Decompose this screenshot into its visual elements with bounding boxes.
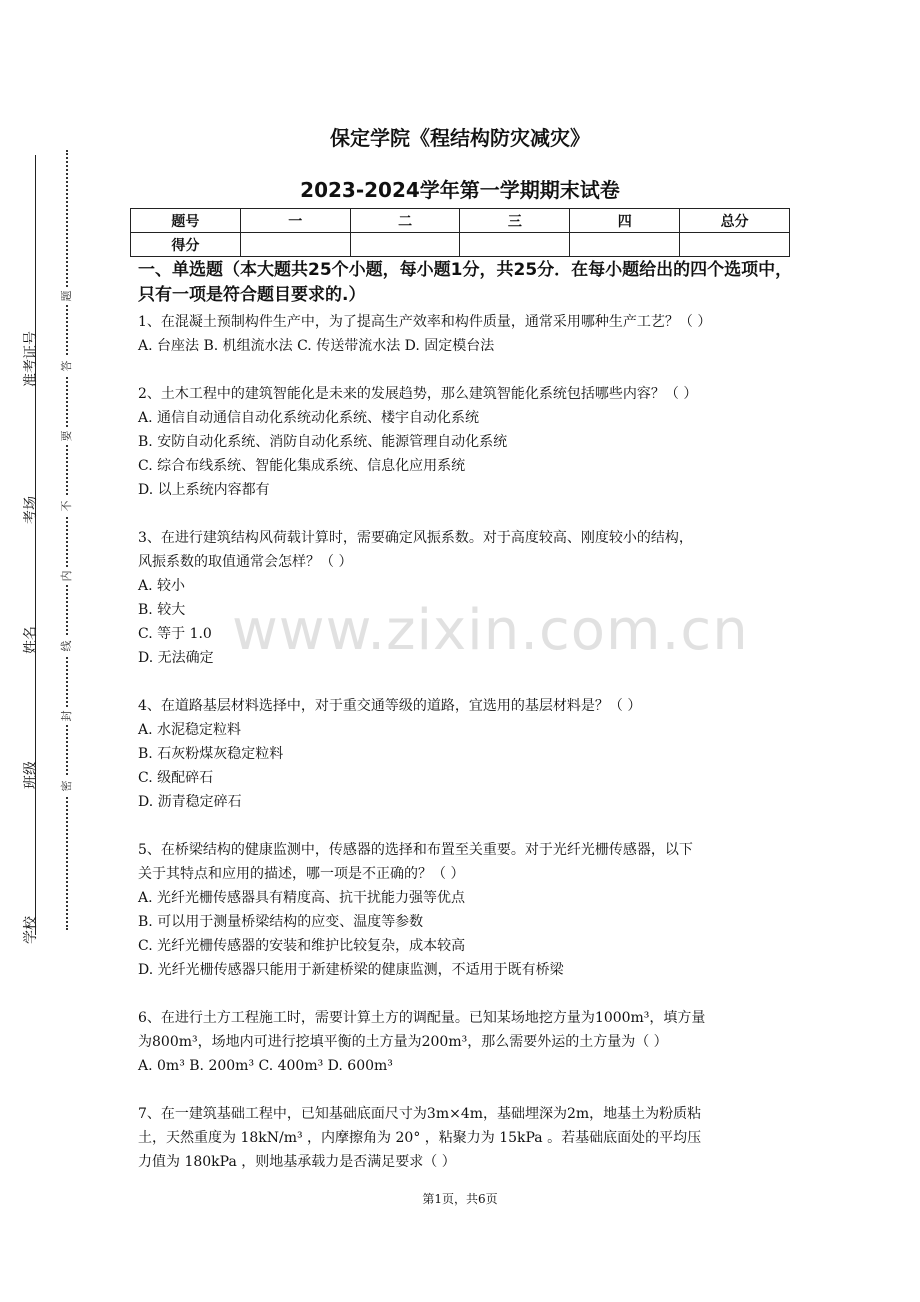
option-d: D. 光纤光栅传感器只能用于新建桥梁的健康监测，不适用于既有桥梁 bbox=[138, 962, 564, 978]
question-stem: 风振系数的取值通常会怎样？（ ） bbox=[138, 554, 353, 570]
binding-label-class: 班级 bbox=[23, 761, 39, 789]
score-input-cell bbox=[460, 233, 570, 257]
exam-content bbox=[138, 258, 793, 1198]
question-stem: 4、在道路基层材料选择中，对于重交通等级的道路，宜选用的基层材料是？（ ） bbox=[138, 698, 642, 714]
exam-title: 保定学院《程结构防灾减灾》 bbox=[330, 126, 590, 150]
option-b: B. 较大 bbox=[138, 602, 186, 618]
question-stem: 力值为 180kPa ，则地基承载力是否满足要求（ ） bbox=[138, 1154, 456, 1170]
seal-char: 封 bbox=[58, 707, 74, 725]
binding-rule bbox=[35, 155, 36, 935]
question-stem: 土，天然重度为 18kN/m³ ，内摩擦角为 20° ，粘聚力为 15kPa 。若基础底面处的平均压 bbox=[138, 1130, 702, 1146]
score-cell: 三 bbox=[460, 209, 570, 233]
score-cell: 得分 bbox=[131, 233, 241, 257]
question-6 bbox=[138, 1006, 793, 1078]
question-stem: 6、在进行土方工程施工时，需要计算土方的调配量。已知某场地挖方量为1000m³，填方量 bbox=[138, 1010, 706, 1026]
question-5 bbox=[138, 838, 793, 982]
option-d: D. 无法确定 bbox=[138, 650, 214, 666]
watermark: www.zixin.com.cn bbox=[232, 598, 749, 663]
question-2 bbox=[138, 382, 793, 502]
seal-char: 题 bbox=[58, 287, 74, 305]
binding-label-name: 姓名 bbox=[23, 626, 39, 654]
question-options: A. 台座法 B. 机组流水法 C. 传送带流水法 D. 固定模台法 bbox=[138, 338, 495, 354]
seal-char: 不 bbox=[58, 497, 74, 515]
question-stem: 7、在一建筑基础工程中，已知基础底面尺寸为3m×4m，基础埋深为2m，地基土为粉质粘 bbox=[138, 1106, 702, 1122]
binding-label-exam-room: 考场 bbox=[23, 496, 39, 524]
score-cell: 总分 bbox=[680, 209, 790, 233]
question-stem: 为800m³，场地内可进行挖填平衡的土方量为200m³，那么需要外运的土方量为（ ） bbox=[138, 1034, 668, 1050]
question-3 bbox=[138, 526, 793, 670]
question-4 bbox=[138, 694, 793, 814]
option-d: D. 以上系统内容都有 bbox=[138, 482, 270, 498]
score-table bbox=[130, 208, 790, 257]
option-c: C. 等于 1.0 bbox=[138, 626, 212, 642]
question-stem: 2、土木工程中的建筑智能化是未来的发展趋势，那么建筑智能化系统包括哪些内容？（ ） bbox=[138, 386, 698, 402]
exam-subtitle: 2023-2024学年第一学期期末试卷 bbox=[300, 178, 620, 202]
section-heading: 一、单选题（本大题共25个小题，每小题1分，共25分．在每小题给出的四个选项中，只有一项是符合题目要求的.） bbox=[138, 260, 793, 305]
option-d: D. 沥青稳定碎石 bbox=[138, 794, 242, 810]
binding-label-ticket-number: 准考证号 bbox=[23, 331, 39, 387]
score-cell: 一 bbox=[240, 209, 350, 233]
question-7 bbox=[138, 1102, 793, 1174]
seal-char: 内 bbox=[58, 567, 74, 585]
seal-char: 要 bbox=[58, 427, 74, 445]
option-a: A. 光纤光栅传感器具有精度高、抗干扰能力强等优点 bbox=[138, 890, 466, 906]
option-b: B. 安防自动化系统、消防自动化系统、能源管理自动化系统 bbox=[138, 434, 508, 450]
question-stem: 3、在进行建筑结构风荷载计算时，需要确定风振系数。对于高度较高、刚度较小的结构， bbox=[138, 530, 693, 546]
page-footer: 第1页，共6页 bbox=[422, 1192, 498, 1206]
score-cell: 题号 bbox=[131, 209, 241, 233]
score-input-cell bbox=[680, 233, 790, 257]
option-a: A. 通信自动通信自动化系统动化系统、楼宇自动化系统 bbox=[138, 410, 480, 426]
question-stem: 1、在混凝土预制构件生产中，为了提高生产效率和构件质量，通常采用哪种生产工艺？（ ） bbox=[138, 314, 712, 330]
score-cell: 四 bbox=[570, 209, 680, 233]
option-b: B. 石灰粉煤灰稳定粒料 bbox=[138, 746, 284, 762]
score-cell: 二 bbox=[350, 209, 460, 233]
binding-label-school: 学校 bbox=[23, 916, 39, 944]
score-table-header-row bbox=[131, 209, 790, 233]
option-c: C. 级配碎石 bbox=[138, 770, 214, 786]
question-stem: 关于其特点和应用的描述，哪一项是不正确的？（ ） bbox=[138, 866, 465, 882]
question-stem: 5、在桥梁结构的健康监测中，传感器的选择和布置至关重要。对于光纤光栅传感器，以下 bbox=[138, 842, 693, 858]
score-input-cell bbox=[240, 233, 350, 257]
option-c: C. 光纤光栅传感器的安装和维护比较复杂，成本较高 bbox=[138, 938, 466, 954]
seal-char: 答 bbox=[58, 357, 74, 375]
question-1 bbox=[138, 310, 793, 358]
question-options: A. 0m³ B. 200m³ C. 400m³ D. 600m³ bbox=[138, 1058, 393, 1074]
score-table-score-row bbox=[131, 233, 790, 257]
seal-char: 线 bbox=[58, 637, 74, 655]
option-a: A. 较小 bbox=[138, 578, 186, 594]
option-c: C. 综合布线系统、智能化集成系统、信息化应用系统 bbox=[138, 458, 466, 474]
option-b: B. 可以用于测量桥梁结构的应变、温度等参数 bbox=[138, 914, 424, 930]
option-a: A. 水泥稳定粒料 bbox=[138, 722, 242, 738]
score-input-cell bbox=[570, 233, 680, 257]
score-input-cell bbox=[350, 233, 460, 257]
seal-char: 密 bbox=[58, 777, 74, 795]
seal-line bbox=[66, 150, 68, 930]
